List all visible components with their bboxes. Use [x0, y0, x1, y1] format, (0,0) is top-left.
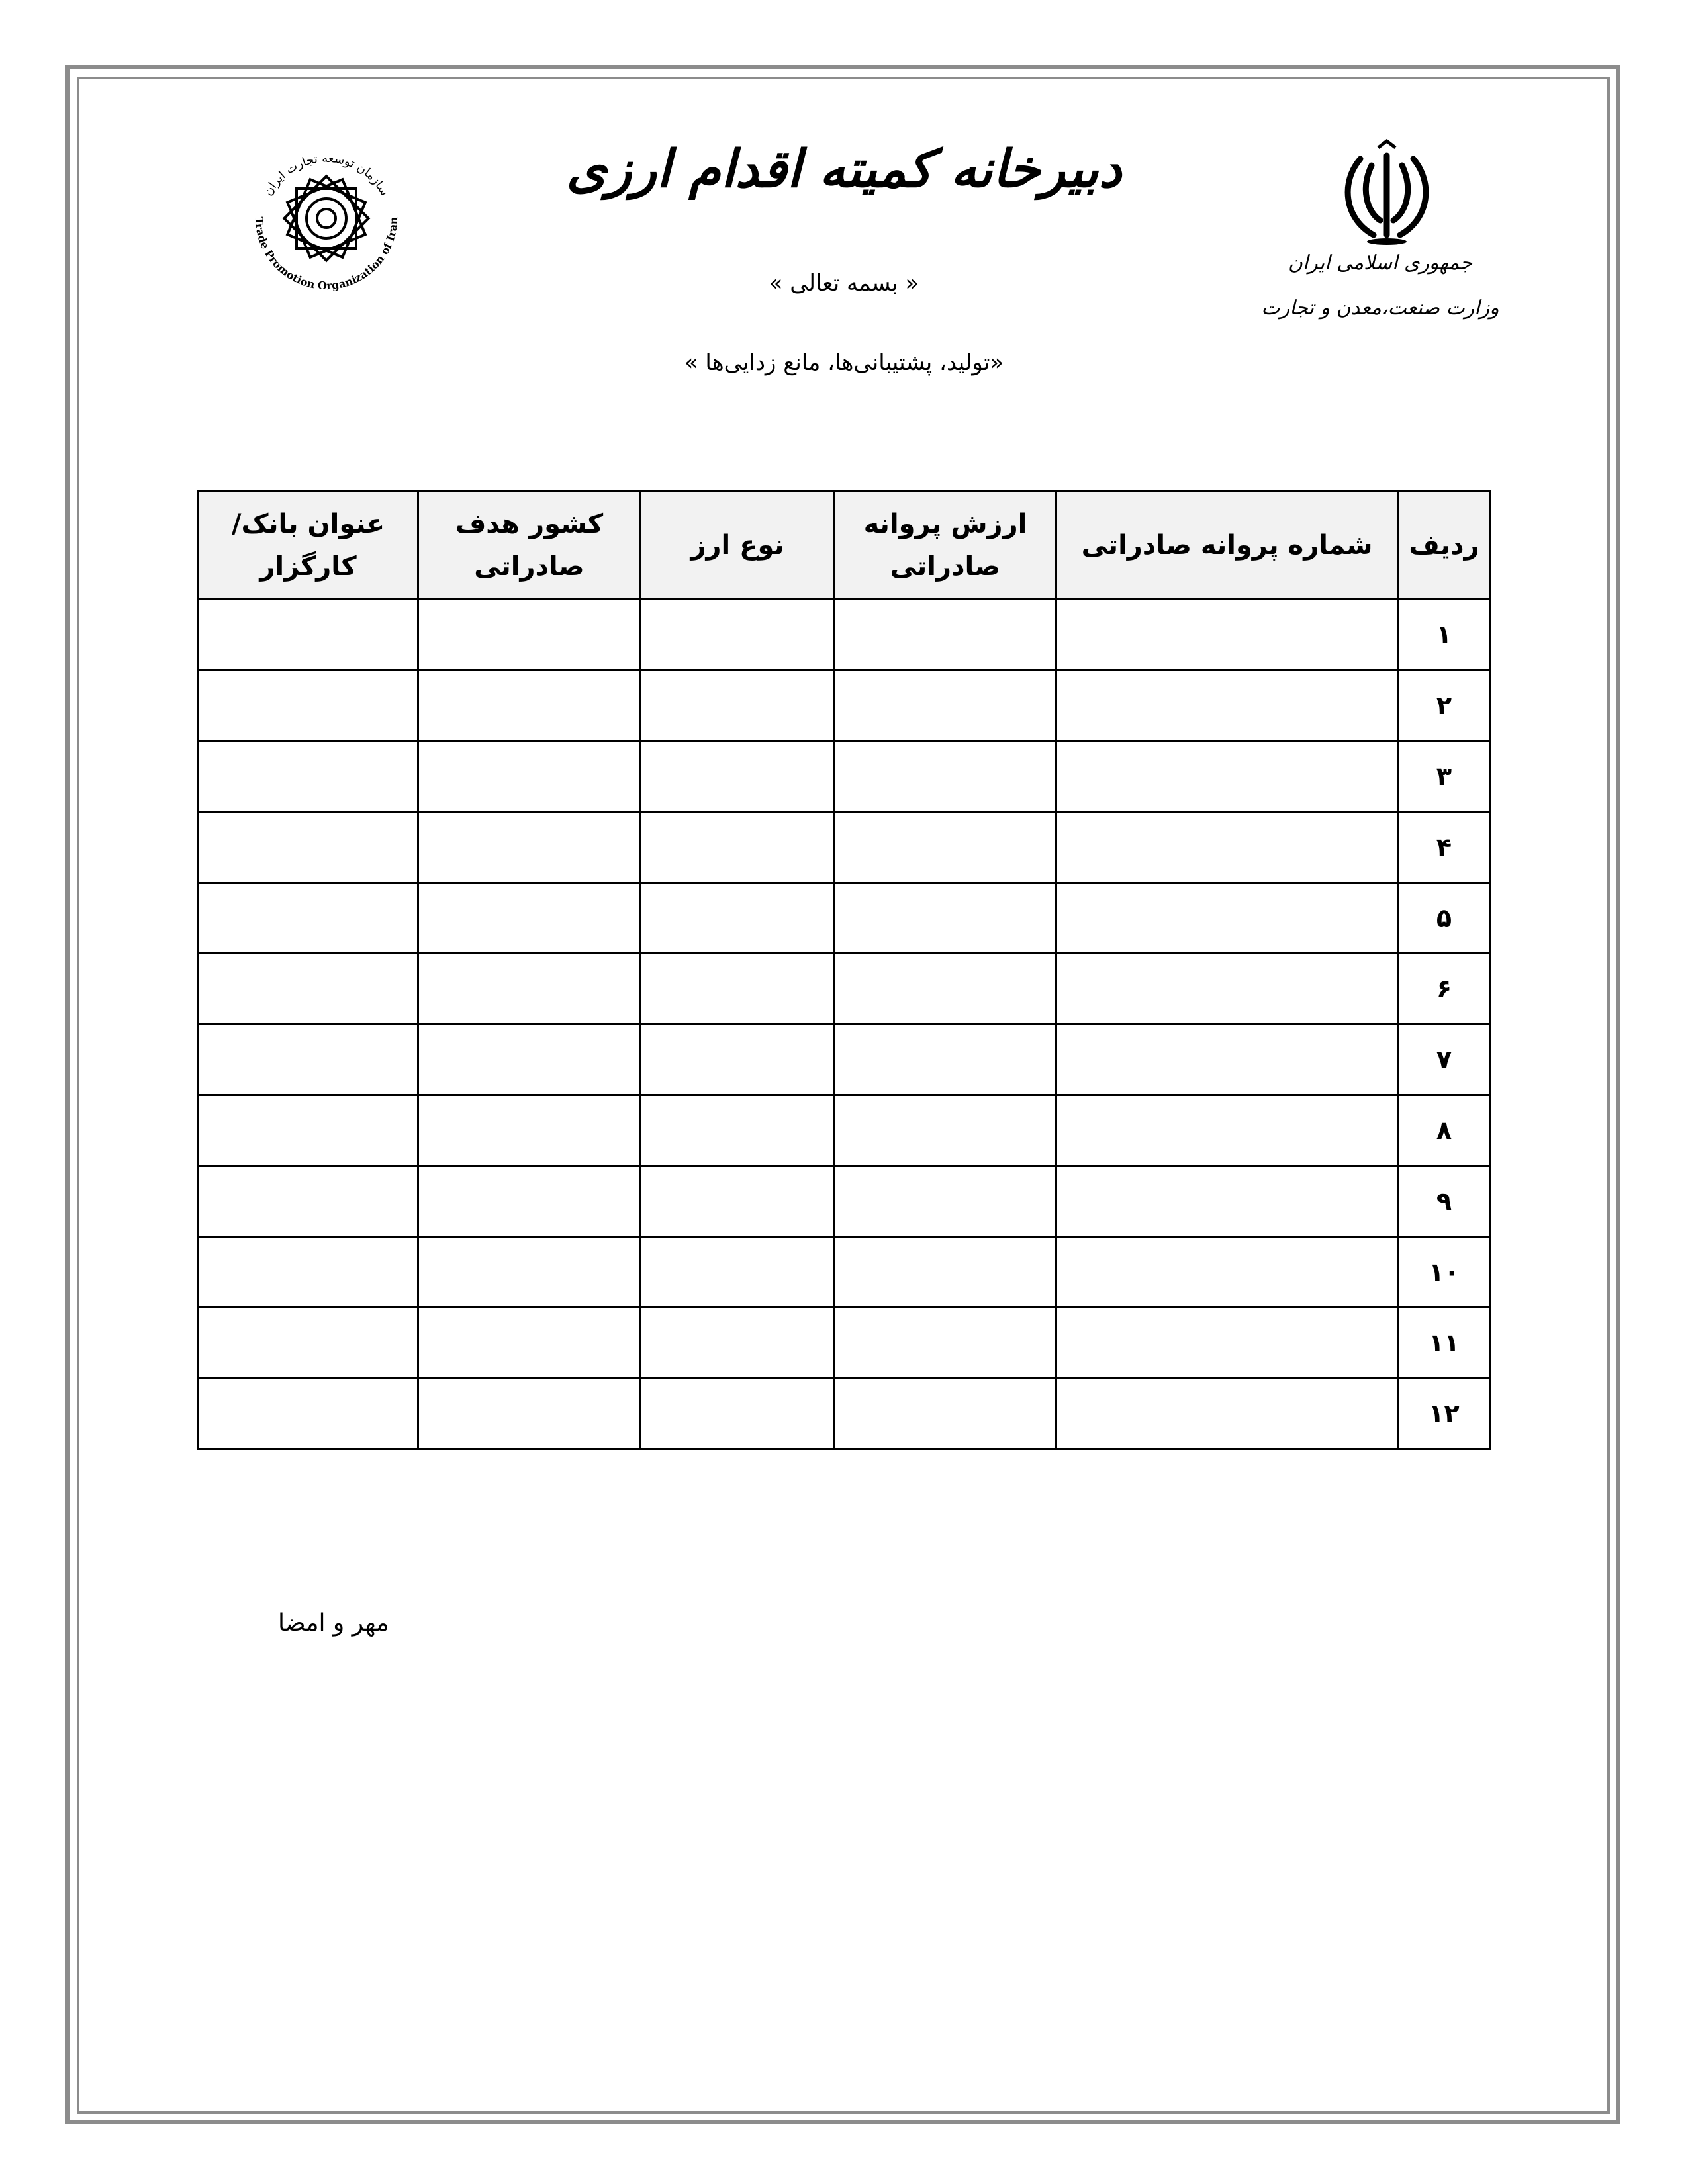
bank-cell[interactable] [199, 812, 418, 883]
license-number-cell[interactable] [1056, 1166, 1398, 1237]
target-country-cell[interactable] [418, 1308, 641, 1379]
currency-type-cell[interactable] [641, 1237, 835, 1308]
bank-cell[interactable] [199, 1024, 418, 1095]
table-row [199, 1237, 1491, 1308]
target-country-cell[interactable] [418, 670, 641, 741]
license-number-cell[interactable] [1056, 1024, 1398, 1095]
bank-cell[interactable] [199, 1379, 418, 1449]
row-number: ۹ [1398, 1166, 1491, 1237]
table-row [199, 1379, 1491, 1449]
row-number: ۱۲ [1398, 1379, 1491, 1449]
row-number: ۷ [1398, 1024, 1491, 1095]
license-number-cell[interactable] [1056, 883, 1398, 954]
license-value-cell[interactable] [835, 741, 1056, 812]
currency-type-cell[interactable] [641, 670, 835, 741]
license-number-cell[interactable] [1056, 741, 1398, 812]
license-number-cell[interactable] [1056, 1379, 1398, 1449]
bank-cell[interactable] [199, 741, 418, 812]
target-country-cell[interactable] [418, 600, 641, 670]
row-number: ۸ [1398, 1095, 1491, 1166]
table-row [199, 883, 1491, 954]
export-licenses-table [197, 490, 1491, 1450]
currency-type-cell[interactable] [641, 1024, 835, 1095]
ministry-name-label: وزارت صنعت،معدن و تجارت [1261, 296, 1499, 320]
currency-type-cell[interactable] [641, 883, 835, 954]
currency-type-cell[interactable] [641, 600, 835, 670]
header-license-value: ارزش پروانه صادراتی [835, 492, 1056, 600]
target-country-cell[interactable] [418, 1237, 641, 1308]
table-row [199, 954, 1491, 1024]
header-license-number: شماره پروانه صادراتی [1056, 492, 1398, 600]
target-country-cell[interactable] [418, 883, 641, 954]
currency-type-cell[interactable] [641, 1308, 835, 1379]
currency-type-cell[interactable] [641, 1095, 835, 1166]
table-row [199, 741, 1491, 812]
license-value-cell[interactable] [835, 670, 1056, 741]
table-row [199, 812, 1491, 883]
currency-type-cell[interactable] [641, 1166, 835, 1237]
target-country-cell[interactable] [418, 1095, 641, 1166]
license-value-cell[interactable] [835, 1095, 1056, 1166]
target-country-cell[interactable] [418, 812, 641, 883]
table-row [199, 1308, 1491, 1379]
license-number-cell[interactable] [1056, 954, 1398, 1024]
row-number: ۱۰ [1398, 1237, 1491, 1308]
table-header-row [199, 492, 1491, 600]
svg-text:Trade Promotion Organization o: Trade Promotion Organization of Iran [252, 216, 400, 293]
target-country-cell[interactable] [418, 1379, 641, 1449]
bank-cell[interactable] [199, 670, 418, 741]
target-country-cell[interactable] [418, 1166, 641, 1237]
currency-type-cell[interactable] [641, 954, 835, 1024]
row-number: ۱۱ [1398, 1308, 1491, 1379]
row-number: ۴ [1398, 812, 1491, 883]
table-row [199, 600, 1491, 670]
currency-type-cell[interactable] [641, 1379, 835, 1449]
license-value-cell[interactable] [835, 812, 1056, 883]
seal-and-signature-label: مهر و امضا [278, 1610, 389, 1637]
table-row [199, 670, 1491, 741]
ministry-country-label: جمهوری اسلامی ایران [1288, 251, 1473, 275]
target-country-cell[interactable] [418, 1024, 641, 1095]
bank-cell[interactable] [199, 600, 418, 670]
currency-type-cell[interactable] [641, 741, 835, 812]
bank-cell[interactable] [199, 954, 418, 1024]
license-value-cell[interactable] [835, 1308, 1056, 1379]
license-number-cell[interactable] [1056, 1095, 1398, 1166]
license-number-cell[interactable] [1056, 1237, 1398, 1308]
year-motto: « تولید، پشتیبانی‌ها، مانع زدایی‌ها» [684, 349, 1004, 376]
license-value-cell[interactable] [835, 600, 1056, 670]
header-bank: عنوان بانک/ کارگزار [199, 492, 418, 600]
license-value-cell[interactable] [835, 883, 1056, 954]
header-currency-type: نوع ارز [641, 492, 835, 600]
bank-cell[interactable] [199, 1237, 418, 1308]
bank-cell[interactable] [199, 1095, 418, 1166]
table-row [199, 1166, 1491, 1237]
row-number: ۲ [1398, 670, 1491, 741]
license-value-cell[interactable] [835, 1024, 1056, 1095]
header-target-country: کشور هدف صادراتی [418, 492, 641, 600]
table-row [199, 1024, 1491, 1095]
license-value-cell[interactable] [835, 954, 1056, 1024]
license-value-cell[interactable] [835, 1379, 1056, 1449]
row-number: ۳ [1398, 741, 1491, 812]
row-number: ۱ [1398, 600, 1491, 670]
invocation-text: « بسمه تعالی » [769, 270, 919, 296]
svg-text:سازمان توسعه تجارت ایران: سازمان توسعه تجارت ایران [261, 151, 392, 199]
license-number-cell[interactable] [1056, 600, 1398, 670]
bank-cell[interactable] [199, 883, 418, 954]
target-country-cell[interactable] [418, 741, 641, 812]
table-row [199, 1095, 1491, 1166]
license-value-cell[interactable] [835, 1166, 1056, 1237]
target-country-cell[interactable] [418, 954, 641, 1024]
bank-cell[interactable] [199, 1166, 418, 1237]
bank-cell[interactable] [199, 1308, 418, 1379]
license-number-cell[interactable] [1056, 670, 1398, 741]
license-value-cell[interactable] [835, 1237, 1056, 1308]
row-number: ۵ [1398, 883, 1491, 954]
license-number-cell[interactable] [1056, 1308, 1398, 1379]
document-title: دبیرخانه کمیته اقدام ارزی [566, 139, 1122, 199]
currency-type-cell[interactable] [641, 812, 835, 883]
license-number-cell[interactable] [1056, 812, 1398, 883]
row-number: ۶ [1398, 954, 1491, 1024]
header-row-number: ردیف [1398, 492, 1491, 600]
